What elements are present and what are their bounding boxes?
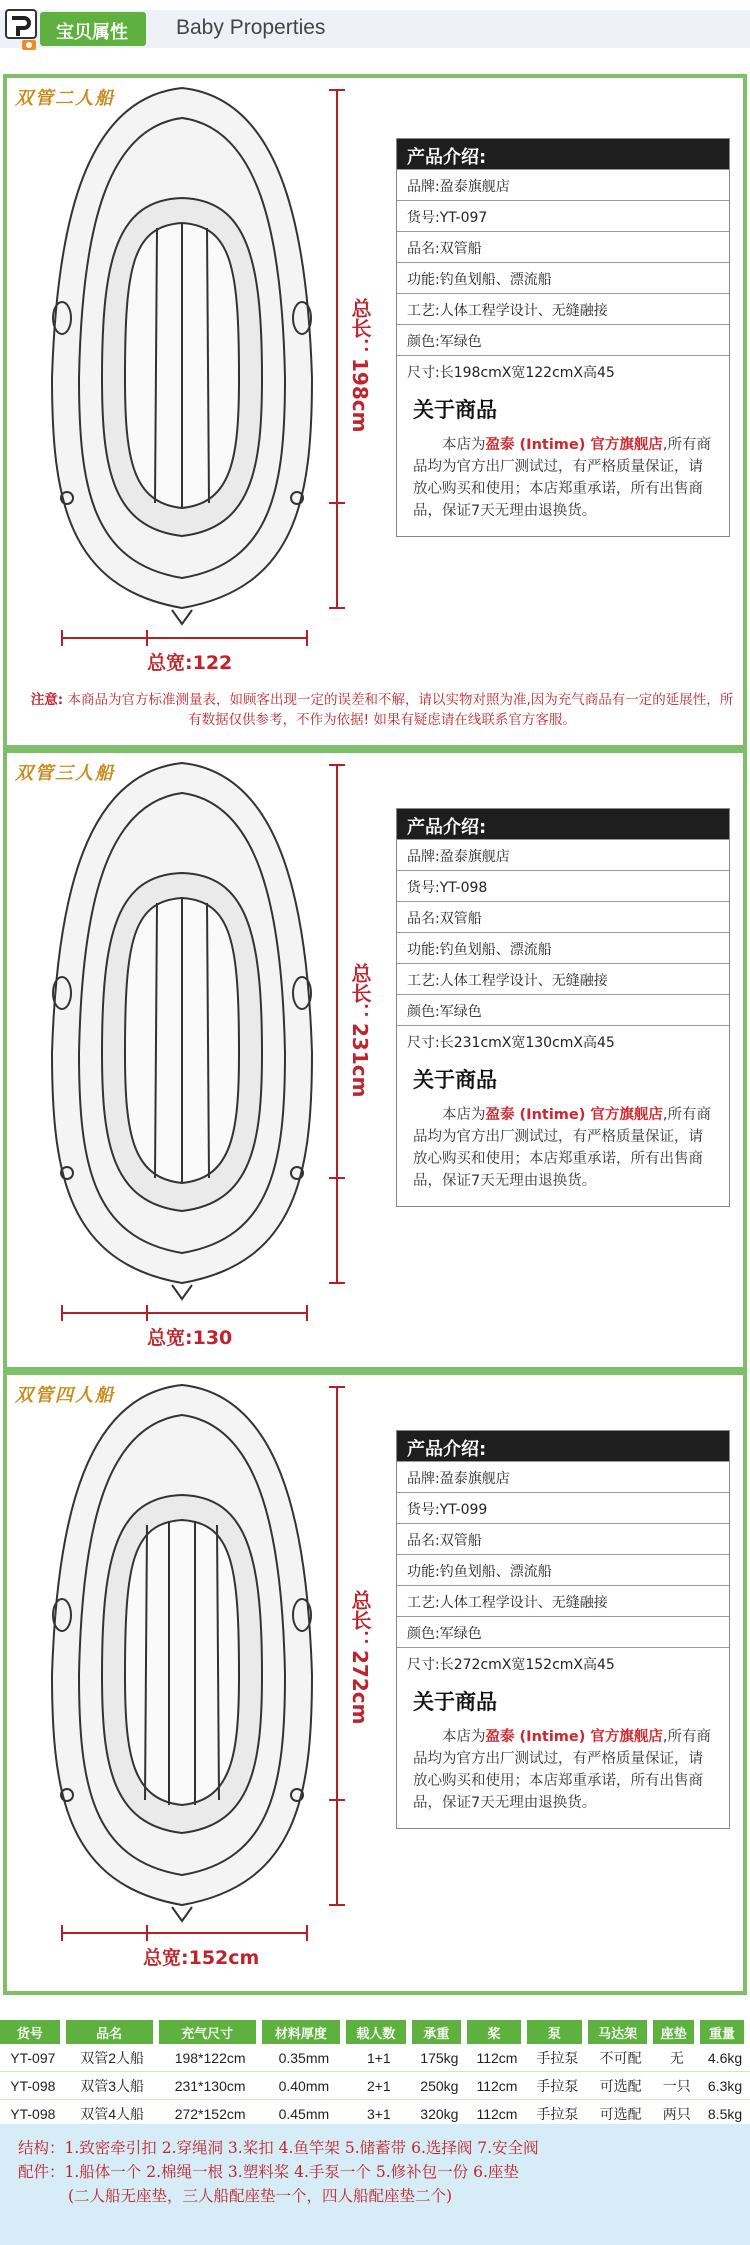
info-row-color: 颜色:军绿色	[397, 1616, 729, 1647]
table-cell: 手拉泵	[527, 2072, 588, 2100]
spec-table	[0, 2020, 750, 2128]
product-info-title: 产品介绍:	[397, 139, 729, 169]
table-cell: 可选配	[588, 2100, 654, 2128]
table-cell: 可选配	[588, 2072, 654, 2100]
about-post: ,所有商品均为官方出厂测试过，有严格质量保证，请放心购买和使用；本店郑重承诺，所有出售商品，保证7天无理由退换货。	[413, 437, 712, 519]
col-header-name: 品名	[66, 2020, 159, 2044]
info-row-function: 功能:钓鱼划船、漂流船	[397, 262, 729, 293]
col-header-weight: 重量	[700, 2020, 750, 2044]
length-label: 总长：231cm	[348, 963, 372, 1098]
about-text	[397, 1098, 729, 1206]
info-row-craft: 工艺:人体工程学设计、无缝融接	[397, 1585, 729, 1616]
spec-table-header	[0, 2020, 750, 2044]
info-row-color: 颜色:军绿色	[397, 994, 729, 1025]
info-row-craft: 工艺:人体工程学设计、无缝融接	[397, 293, 729, 324]
table-cell: 1+1	[346, 2044, 412, 2072]
info-row-product-name: 品名:双管船	[397, 231, 729, 262]
table-cell: 0.40mm	[262, 2072, 346, 2100]
about-title: 关于商品	[413, 1690, 497, 1714]
col-header-pump: 泵	[527, 2020, 588, 2044]
boat-drawing	[7, 1375, 367, 1975]
length-label: 总长：198cm	[348, 298, 372, 433]
table-cell: 112cm	[467, 2100, 527, 2128]
boat-name: 双管三人船	[15, 763, 115, 784]
table-cell: YT-098	[0, 2072, 66, 2100]
boat-name: 双管四人船	[15, 1385, 115, 1406]
store-logo-icon	[0, 4, 50, 54]
boat-panel-2-person	[3, 74, 747, 749]
structure-accessories-footer	[0, 2124, 750, 2245]
width-label: 总宽:130	[147, 1327, 233, 1349]
table-cell: 一只	[653, 2072, 700, 2100]
table-cell: YT-098	[0, 2100, 66, 2128]
accessories-note: (二人船无座垫，三人船配座垫一个，四人船配座垫二个)	[68, 2187, 453, 2205]
table-cell: 2+1	[346, 2072, 412, 2100]
table-cell: 无	[653, 2044, 700, 2072]
table-cell: 231*130cm	[159, 2072, 262, 2100]
notice	[27, 690, 737, 730]
product-info-box	[396, 138, 730, 537]
product-info-title: 产品介绍:	[397, 809, 729, 839]
about-title: 关于商品	[413, 398, 497, 422]
table-cell: 250kg	[412, 2072, 468, 2100]
info-row-function: 功能:钓鱼划船、漂流船	[397, 1554, 729, 1585]
info-row-size: 尺寸:长198cmX宽122cmX高45	[397, 355, 729, 386]
boat-panel-4-person	[3, 1371, 747, 1995]
boat-name: 双管二人船	[15, 88, 115, 109]
table-cell: 175kg	[412, 2044, 468, 2072]
table-cell: 双管3人船	[66, 2072, 159, 2100]
table-cell: 198*122cm	[159, 2044, 262, 2072]
about-highlight: 盈泰 (Intime) 官方旗舰店	[485, 1107, 663, 1123]
table-cell: 两只	[653, 2100, 700, 2128]
table-cell: 3+1	[346, 2100, 412, 2128]
header-title: Baby Properties	[176, 16, 326, 39]
about-pre: 本店为	[442, 437, 486, 453]
product-info-box	[396, 808, 730, 1207]
info-row-sku: 货号:YT-099	[397, 1492, 729, 1523]
length-label: 总长：272cm	[348, 1590, 372, 1725]
about-post: ,所有商品均为官方出厂测试过，有严格质量保证，请放心购买和使用；本店郑重承诺，所有出售商品，保证7天无理由退换货。	[413, 1107, 712, 1189]
info-row-size: 尺寸:长272cmX宽152cmX高45	[397, 1647, 729, 1678]
table-cell: 双管4人船	[66, 2100, 159, 2128]
structure-line: 结构：1.致密牵引扣 2.穿绳洞 3.桨扣 4.鱼竿架 5.储蓄带 6.选择阀 7.安全阀	[18, 2139, 539, 2157]
info-row-sku: 货号:YT-098	[397, 870, 729, 901]
section-tag-label: 宝贝属性	[56, 22, 128, 43]
info-row-brand: 品牌:盈泰旗舰店	[397, 839, 729, 870]
page-header	[0, 0, 750, 58]
info-row-product-name: 品名:双管船	[397, 901, 729, 932]
table-cell: 0.35mm	[262, 2044, 346, 2072]
info-row-brand: 品牌:盈泰旗舰店	[397, 1461, 729, 1492]
about-pre: 本店为	[442, 1107, 486, 1123]
about-highlight: 盈泰 (Intime) 官方旗舰店	[485, 1729, 663, 1745]
col-header-size: 充气尺寸	[159, 2020, 262, 2044]
col-header-sku: 货号	[0, 2020, 66, 2044]
product-info-title: 产品介绍:	[397, 1431, 729, 1461]
col-header-thickness: 材料厚度	[262, 2020, 346, 2044]
boat-drawing	[7, 753, 367, 1353]
table-cell: 手拉泵	[527, 2100, 588, 2128]
info-row-sku: 货号:YT-097	[397, 200, 729, 231]
product-info-box	[396, 1430, 730, 1829]
boat-panel-3-person	[3, 749, 747, 1371]
table-cell: 4.6kg	[700, 2044, 750, 2072]
table-cell: 112cm	[467, 2072, 527, 2100]
about-text	[397, 1720, 729, 1828]
col-header-motor-mount: 马达架	[588, 2020, 654, 2044]
info-row-size: 尺寸:长231cmX宽130cmX高45	[397, 1025, 729, 1056]
table-cell: 272*152cm	[159, 2100, 262, 2128]
info-row-craft: 工艺:人体工程学设计、无缝融接	[397, 963, 729, 994]
table-row	[0, 2044, 750, 2072]
table-cell: 双管2人船	[66, 2044, 159, 2072]
col-header-load: 承重	[412, 2020, 468, 2044]
section-tag	[40, 12, 146, 46]
about-post: ,所有商品均为官方出厂测试过，有严格质量保证，请放心购买和使用；本店郑重承诺，所有出售商品，保证7天无理由退换货。	[413, 1729, 712, 1811]
info-row-product-name: 品名:双管船	[397, 1523, 729, 1554]
about-title: 关于商品	[413, 1068, 497, 1092]
table-cell: 8.5kg	[700, 2100, 750, 2128]
col-header-oar: 桨	[467, 2020, 527, 2044]
col-header-capacity: 载人数	[346, 2020, 412, 2044]
boat-drawing	[7, 78, 367, 678]
table-cell: 不可配	[588, 2044, 654, 2072]
table-row	[0, 2072, 750, 2100]
info-row-color: 颜色:军绿色	[397, 324, 729, 355]
about-text	[397, 428, 729, 536]
info-row-brand: 品牌:盈泰旗舰店	[397, 169, 729, 200]
accessories-line: 配件：1.船体一个 2.棉绳一根 3.塑料桨 4.手泵一个 5.修补包一份 6.座垫	[18, 2163, 519, 2181]
about-highlight: 盈泰 (Intime) 官方旗舰店	[485, 437, 663, 453]
info-row-function: 功能:钓鱼划船、漂流船	[397, 932, 729, 963]
width-label: 总宽:122	[147, 652, 233, 674]
table-cell: 320kg	[412, 2100, 468, 2128]
notice-label: 注意:	[30, 692, 64, 708]
about-pre: 本店为	[442, 1729, 486, 1745]
width-label: 总宽:152cm	[143, 1947, 260, 1969]
table-cell: 112cm	[467, 2044, 527, 2072]
col-header-seat: 座垫	[653, 2020, 700, 2044]
table-cell: 6.3kg	[700, 2072, 750, 2100]
table-cell: YT-097	[0, 2044, 66, 2072]
notice-text: 本商品为官方标准测量表，如顾客出现一定的误差和不解，请以实物对照为准,因为充气商品有一定的延展性，所有数据仅供参考，不作为依据! 如果有疑虑请在线联系官方客服。	[67, 692, 734, 728]
table-cell: 0.45mm	[262, 2100, 346, 2128]
table-cell: 手拉泵	[527, 2044, 588, 2072]
